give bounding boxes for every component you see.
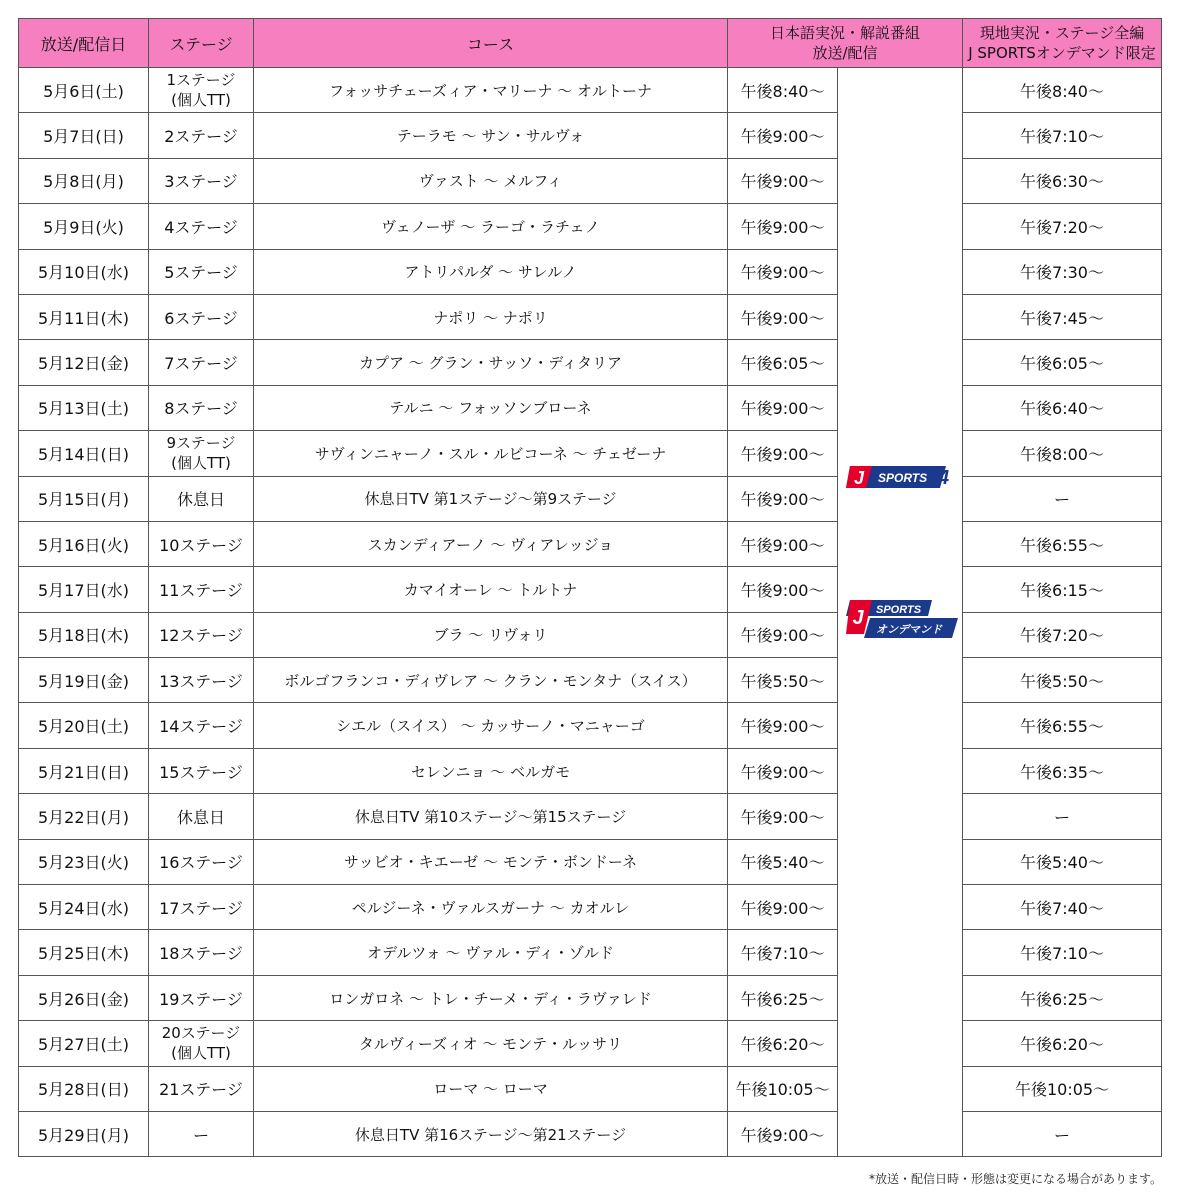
table-row: [19, 249, 1162, 294]
local-time-cell: 午後7:20〜: [963, 204, 1162, 249]
table-row: [19, 340, 1162, 385]
date-cell: 5月6日(土): [19, 68, 149, 113]
japanese-time-cell: 午後9:00〜: [728, 476, 838, 521]
date-cell: 5月24日(水): [19, 885, 149, 930]
stage-note: (個人TT): [171, 1044, 231, 1063]
course-cell: 休息日TV 第1ステージ〜第9ステージ: [254, 476, 728, 521]
stage-label: 1ステージ: [166, 71, 236, 90]
stage-label: 14ステージ: [159, 717, 243, 737]
japanese-time-cell: 午後9:00〜: [728, 567, 838, 612]
local-time-cell: 午後7:20〜: [963, 612, 1162, 657]
table-row: [19, 703, 1162, 748]
japanese-time-cell: 午後5:50〜: [728, 658, 838, 703]
table-row: [19, 658, 1162, 703]
date-cell: 5月21日(日): [19, 748, 149, 793]
header-local-broadcast: [963, 19, 1162, 68]
date-cell: 5月16日(火): [19, 521, 149, 566]
course-cell: ローマ 〜 ローマ: [254, 1066, 728, 1111]
table-row: [19, 113, 1162, 158]
header-japanese-line2: 放送/配信: [812, 44, 878, 62]
local-time-cell: ー: [963, 476, 1162, 521]
stage-label: 19ステージ: [159, 989, 243, 1009]
date-cell: 5月13日(土): [19, 385, 149, 430]
japanese-time-cell: 午後9:00〜: [728, 113, 838, 158]
table-row: [19, 748, 1162, 793]
stage-cell: [149, 476, 254, 521]
course-cell: ヴァスト 〜 メルフィ: [254, 158, 728, 203]
schedule-body: [19, 68, 1162, 1157]
stage-label: 11ステージ: [159, 580, 243, 600]
date-cell: 5月23日(火): [19, 839, 149, 884]
date-cell: 5月26日(金): [19, 975, 149, 1020]
stage-cell: [149, 204, 254, 249]
course-cell: セレンニョ 〜 ベルガモ: [254, 748, 728, 793]
table-row: [19, 521, 1162, 566]
japanese-time-cell: 午後9:00〜: [728, 249, 838, 294]
local-time-cell: ー: [963, 1111, 1162, 1156]
local-time-cell: 午後7:45〜: [963, 294, 1162, 339]
japanese-time-cell: 午後9:00〜: [728, 1111, 838, 1156]
japanese-time-cell: 午後6:20〜: [728, 1021, 838, 1066]
header-stage: ステージ: [149, 19, 254, 68]
stage-label: 20ステージ: [161, 1024, 241, 1043]
stage-note: (個人TT): [171, 91, 231, 110]
stage-cell: [149, 658, 254, 703]
date-cell: 5月15日(月): [19, 476, 149, 521]
table-row: [19, 612, 1162, 657]
schedule-table: [18, 18, 1162, 1157]
local-time-cell: 午後6:40〜: [963, 385, 1162, 430]
stage-cell: [149, 158, 254, 203]
japanese-time-cell: 午後9:00〜: [728, 748, 838, 793]
local-time-cell: 午後6:15〜: [963, 567, 1162, 612]
table-row: [19, 68, 1162, 113]
stage-cell: [149, 612, 254, 657]
course-cell: スカンディアーノ 〜 ヴィアレッジョ: [254, 521, 728, 566]
date-cell: 5月29日(月): [19, 1111, 149, 1156]
stage-label: 2ステージ: [164, 127, 238, 147]
japanese-time-cell: 午後9:00〜: [728, 521, 838, 566]
stage-cell: [149, 113, 254, 158]
local-time-cell: 午後7:10〜: [963, 113, 1162, 158]
japanese-time-cell: 午後9:00〜: [728, 612, 838, 657]
local-time-cell: 午後6:05〜: [963, 340, 1162, 385]
table-row: [19, 1021, 1162, 1066]
stage-cell: [149, 340, 254, 385]
date-cell: 5月22日(月): [19, 794, 149, 839]
table-row: [19, 204, 1162, 249]
stage-label: 17ステージ: [159, 898, 243, 918]
japanese-time-cell: 午後9:00〜: [728, 158, 838, 203]
date-cell: 5月25日(木): [19, 930, 149, 975]
course-cell: ロンガロネ 〜 トレ・チーメ・ディ・ラヴァレド: [254, 975, 728, 1020]
japanese-time-cell: 午後6:25〜: [728, 975, 838, 1020]
local-time-cell: 午後6:55〜: [963, 521, 1162, 566]
stage-label: 13ステージ: [159, 671, 243, 691]
date-cell: 5月27日(土): [19, 1021, 149, 1066]
date-cell: 5月14日(日): [19, 431, 149, 476]
header-course: コース: [254, 19, 728, 68]
local-time-cell: 午後7:30〜: [963, 249, 1162, 294]
course-cell: 休息日TV 第10ステージ〜第15ステージ: [254, 794, 728, 839]
date-cell: 5月17日(水): [19, 567, 149, 612]
stage-label: 15ステージ: [159, 762, 243, 782]
date-cell: 5月12日(金): [19, 340, 149, 385]
stage-cell: [149, 885, 254, 930]
stage-label: 12ステージ: [159, 626, 243, 646]
course-cell: アトリパルダ 〜 サレルノ: [254, 249, 728, 294]
local-time-cell: ー: [963, 794, 1162, 839]
local-time-cell: 午後6:35〜: [963, 748, 1162, 793]
table-row: [19, 1066, 1162, 1111]
date-cell: 5月19日(金): [19, 658, 149, 703]
course-cell: タルヴィーズィオ 〜 モンテ・ルッサリ: [254, 1021, 728, 1066]
table-row: [19, 930, 1162, 975]
ondemand-logo-j: J: [852, 607, 864, 629]
stage-cell: [149, 431, 254, 476]
stage-label: ー: [192, 1125, 209, 1145]
japanese-time-cell: 午後5:40〜: [728, 839, 838, 884]
header-local-line1: 現地実況・ステージ全編: [979, 24, 1145, 42]
date-cell: 5月10日(水): [19, 249, 149, 294]
japanese-time-cell: 午後6:05〜: [728, 340, 838, 385]
course-cell: ヴェノーザ 〜 ラーゴ・ラチェノ: [254, 204, 728, 249]
course-cell: 休息日TV 第16ステージ〜第21ステージ: [254, 1111, 728, 1156]
table-row: [19, 1111, 1162, 1156]
japanese-time-cell: 午後9:00〜: [728, 385, 838, 430]
table-row: [19, 476, 1162, 521]
stage-label: 8ステージ: [164, 399, 238, 419]
stage-cell: [149, 1021, 254, 1066]
stage-cell: [149, 1111, 254, 1156]
table-row: [19, 294, 1162, 339]
header-local-line2: J SPORTSオンデマンド限定: [968, 44, 1156, 62]
channel-logo-cell: [838, 68, 963, 1157]
stage-label: 18ステージ: [159, 944, 243, 964]
table-row: [19, 385, 1162, 430]
stage-label: 10ステージ: [159, 535, 243, 555]
stage-label: 6ステージ: [164, 308, 238, 328]
course-cell: サッビオ・キエーゼ 〜 モンテ・ボンドーネ: [254, 839, 728, 884]
date-cell: 5月9日(火): [19, 204, 149, 249]
japanese-time-cell: 午後10:05〜: [728, 1066, 838, 1111]
stage-cell: [149, 975, 254, 1020]
stage-label: 9ステージ: [166, 434, 236, 453]
date-cell: 5月28日(日): [19, 1066, 149, 1111]
stage-label: 21ステージ: [159, 1080, 243, 1100]
stage-cell: [149, 521, 254, 566]
course-cell: カプア 〜 グラン・サッソ・ディタリア: [254, 340, 728, 385]
table-row: [19, 975, 1162, 1020]
course-cell: テルニ 〜 フォッソンブローネ: [254, 385, 728, 430]
course-cell: ブラ 〜 リヴォリ: [254, 612, 728, 657]
table-row: [19, 158, 1162, 203]
j-sports-4-logo-num: 4: [938, 467, 950, 489]
local-time-cell: 午後6:30〜: [963, 158, 1162, 203]
j-sports-4-logo-text: SPORTS: [878, 471, 928, 485]
course-cell: ボルゴフランコ・ディヴレア 〜 クラン・モンタナ（スイス）: [254, 658, 728, 703]
footnote: *放送・配信日時・形態は変更になる場合があります。: [868, 1172, 1162, 1186]
stage-cell: [149, 249, 254, 294]
stage-label: 16ステージ: [159, 853, 243, 873]
course-cell: ナポリ 〜 ナポリ: [254, 294, 728, 339]
japanese-time-cell: 午後8:40〜: [728, 68, 838, 113]
local-time-cell: 午後8:00〜: [963, 431, 1162, 476]
stage-label: 休息日: [176, 490, 225, 510]
stage-cell: [149, 1066, 254, 1111]
local-time-cell: 午後7:40〜: [963, 885, 1162, 930]
stage-cell: [149, 930, 254, 975]
stage-cell: [149, 839, 254, 884]
course-cell: シエル（スイス） 〜 カッサーノ・マニャーゴ: [254, 703, 728, 748]
stage-cell: [149, 385, 254, 430]
table-row: [19, 567, 1162, 612]
table-row: [19, 431, 1162, 476]
japanese-time-cell: 午後9:00〜: [728, 431, 838, 476]
header-row: [19, 19, 1162, 68]
japanese-time-cell: 午後9:00〜: [728, 703, 838, 748]
local-time-cell: 午後5:40〜: [963, 839, 1162, 884]
course-cell: ペルジーネ・ヴァルスガーナ 〜 カオルレ: [254, 885, 728, 930]
stage-label: 3ステージ: [164, 172, 238, 192]
stage-cell: [149, 703, 254, 748]
local-time-cell: 午後6:20〜: [963, 1021, 1162, 1066]
ondemand-logo-text: SPORTS: [876, 604, 922, 616]
course-cell: カマイオーレ 〜 トルトナ: [254, 567, 728, 612]
local-time-cell: 午後8:40〜: [963, 68, 1162, 113]
course-cell: オデルツォ 〜 ヴァル・ディ・ゾルド: [254, 930, 728, 975]
local-time-cell: 午後6:25〜: [963, 975, 1162, 1020]
stage-label: 5ステージ: [164, 263, 238, 283]
date-cell: 5月11日(木): [19, 294, 149, 339]
local-time-cell: 午後6:55〜: [963, 703, 1162, 748]
local-time-cell: 午後7:10〜: [963, 930, 1162, 975]
stage-cell: [149, 794, 254, 839]
j-sports-4-logo-j: J: [853, 468, 865, 488]
stage-cell: [149, 68, 254, 113]
japanese-time-cell: 午後9:00〜: [728, 294, 838, 339]
date-cell: 5月7日(日): [19, 113, 149, 158]
stage-label: 7ステージ: [164, 354, 238, 374]
course-cell: サヴィンニャーノ・スル・ルビコーネ 〜 チェゼーナ: [254, 431, 728, 476]
stage-cell: [149, 294, 254, 339]
course-cell: テーラモ 〜 サン・サルヴォ: [254, 113, 728, 158]
local-time-cell: 午後5:50〜: [963, 658, 1162, 703]
local-time-cell: 午後10:05〜: [963, 1066, 1162, 1111]
table-row: [19, 885, 1162, 930]
japanese-time-cell: 午後7:10〜: [728, 930, 838, 975]
stage-label: 4ステージ: [164, 217, 238, 237]
header-japanese-line1: 日本語実況・解説番組: [770, 24, 921, 42]
japanese-time-cell: 午後9:00〜: [728, 204, 838, 249]
stage-label: 休息日: [176, 807, 225, 827]
header-date: 放送/配信日: [19, 19, 149, 68]
table-row: [19, 839, 1162, 884]
stage-cell: [149, 567, 254, 612]
japanese-time-cell: 午後9:00〜: [728, 794, 838, 839]
stage-cell: [149, 748, 254, 793]
japanese-time-cell: 午後9:00〜: [728, 885, 838, 930]
table-row: [19, 794, 1162, 839]
ondemand-logo-sub: オンデマンド: [876, 623, 942, 636]
header-japanese-broadcast: [728, 19, 963, 68]
course-cell: フォッサチェーズィア・マリーナ 〜 オルトーナ: [254, 68, 728, 113]
date-cell: 5月20日(土): [19, 703, 149, 748]
j-sports-4-logo: [846, 464, 958, 490]
date-cell: 5月8日(月): [19, 158, 149, 203]
date-cell: 5月18日(木): [19, 612, 149, 657]
j-sports-ondemand-logo: [846, 598, 958, 640]
stage-note: (個人TT): [171, 454, 231, 473]
